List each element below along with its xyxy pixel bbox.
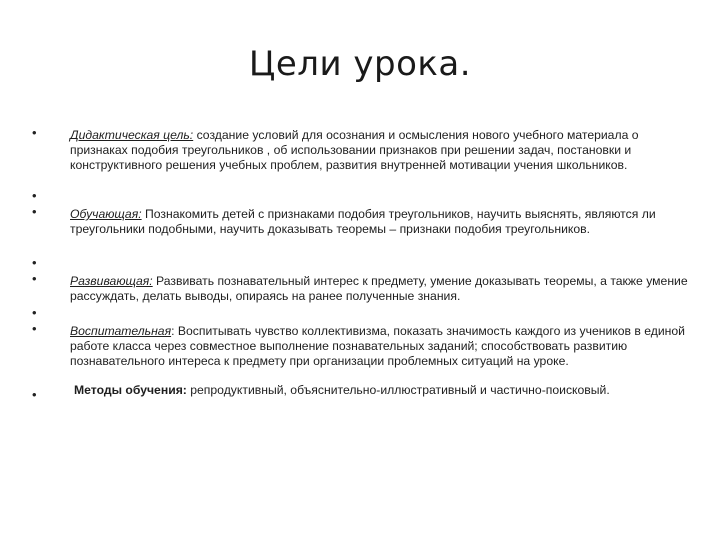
- bullet-marker: •: [32, 188, 37, 203]
- goal-educational-text: : Воспитывать чувство коллективизма, показать значимость каждого из учеников в единой работе класса через совместное выполнение познавательных заданий; способствовать развитию познавательного интереса к предмету при организации проблемных ситуаций на уроке.: [70, 324, 685, 368]
- goal-didactic-text: создание условий для осознания и осмысления нового учебного материала о признаках подобия треугольников , об использовании признаков при решении задач, постановки и конструктивного решения учебных проблем, развития внутренней мотивации учения школьников.: [70, 128, 639, 172]
- bullet-marker: •: [32, 125, 37, 140]
- bullet-marker: •: [32, 271, 37, 286]
- slide-title: Цели урока.: [248, 44, 472, 84]
- goal-developing-label: Развивающая:: [70, 274, 153, 288]
- goal-educational-label: Воспитательная: [70, 324, 172, 338]
- goal-didactic: [70, 128, 690, 173]
- bullet-marker: •: [32, 204, 37, 219]
- goal-teaching-text: Познакомить детей с признаками подобия треугольников, научить выяснять, являются ли треугольники подобными, научить доказывать теоремы – признаки подобия треугольников.: [70, 207, 656, 236]
- goal-teaching-label: Обучающая:: [70, 207, 142, 221]
- goal-didactic-label: Дидактическая цель:: [70, 128, 194, 142]
- goal-developing-text: Развивать познавательный интерес к предмету, умение доказывать теоремы, а также умение рассуждать, делать выводы, опираясь на ранее полученные знания.: [70, 274, 688, 303]
- teaching-methods-text: репродуктивный, объяснительно-иллюстративный и частично-поисковый.: [186, 383, 610, 397]
- bullet-marker: •: [32, 305, 37, 320]
- teaching-methods: [74, 383, 694, 398]
- goal-educational: [70, 324, 690, 369]
- bullet-marker: •: [32, 387, 37, 402]
- bullet-marker: •: [32, 321, 37, 336]
- goal-teaching: [70, 207, 690, 237]
- teaching-methods-label: Методы обучения:: [74, 383, 187, 397]
- bullet-marker: •: [32, 255, 37, 270]
- goal-developing: [70, 274, 690, 304]
